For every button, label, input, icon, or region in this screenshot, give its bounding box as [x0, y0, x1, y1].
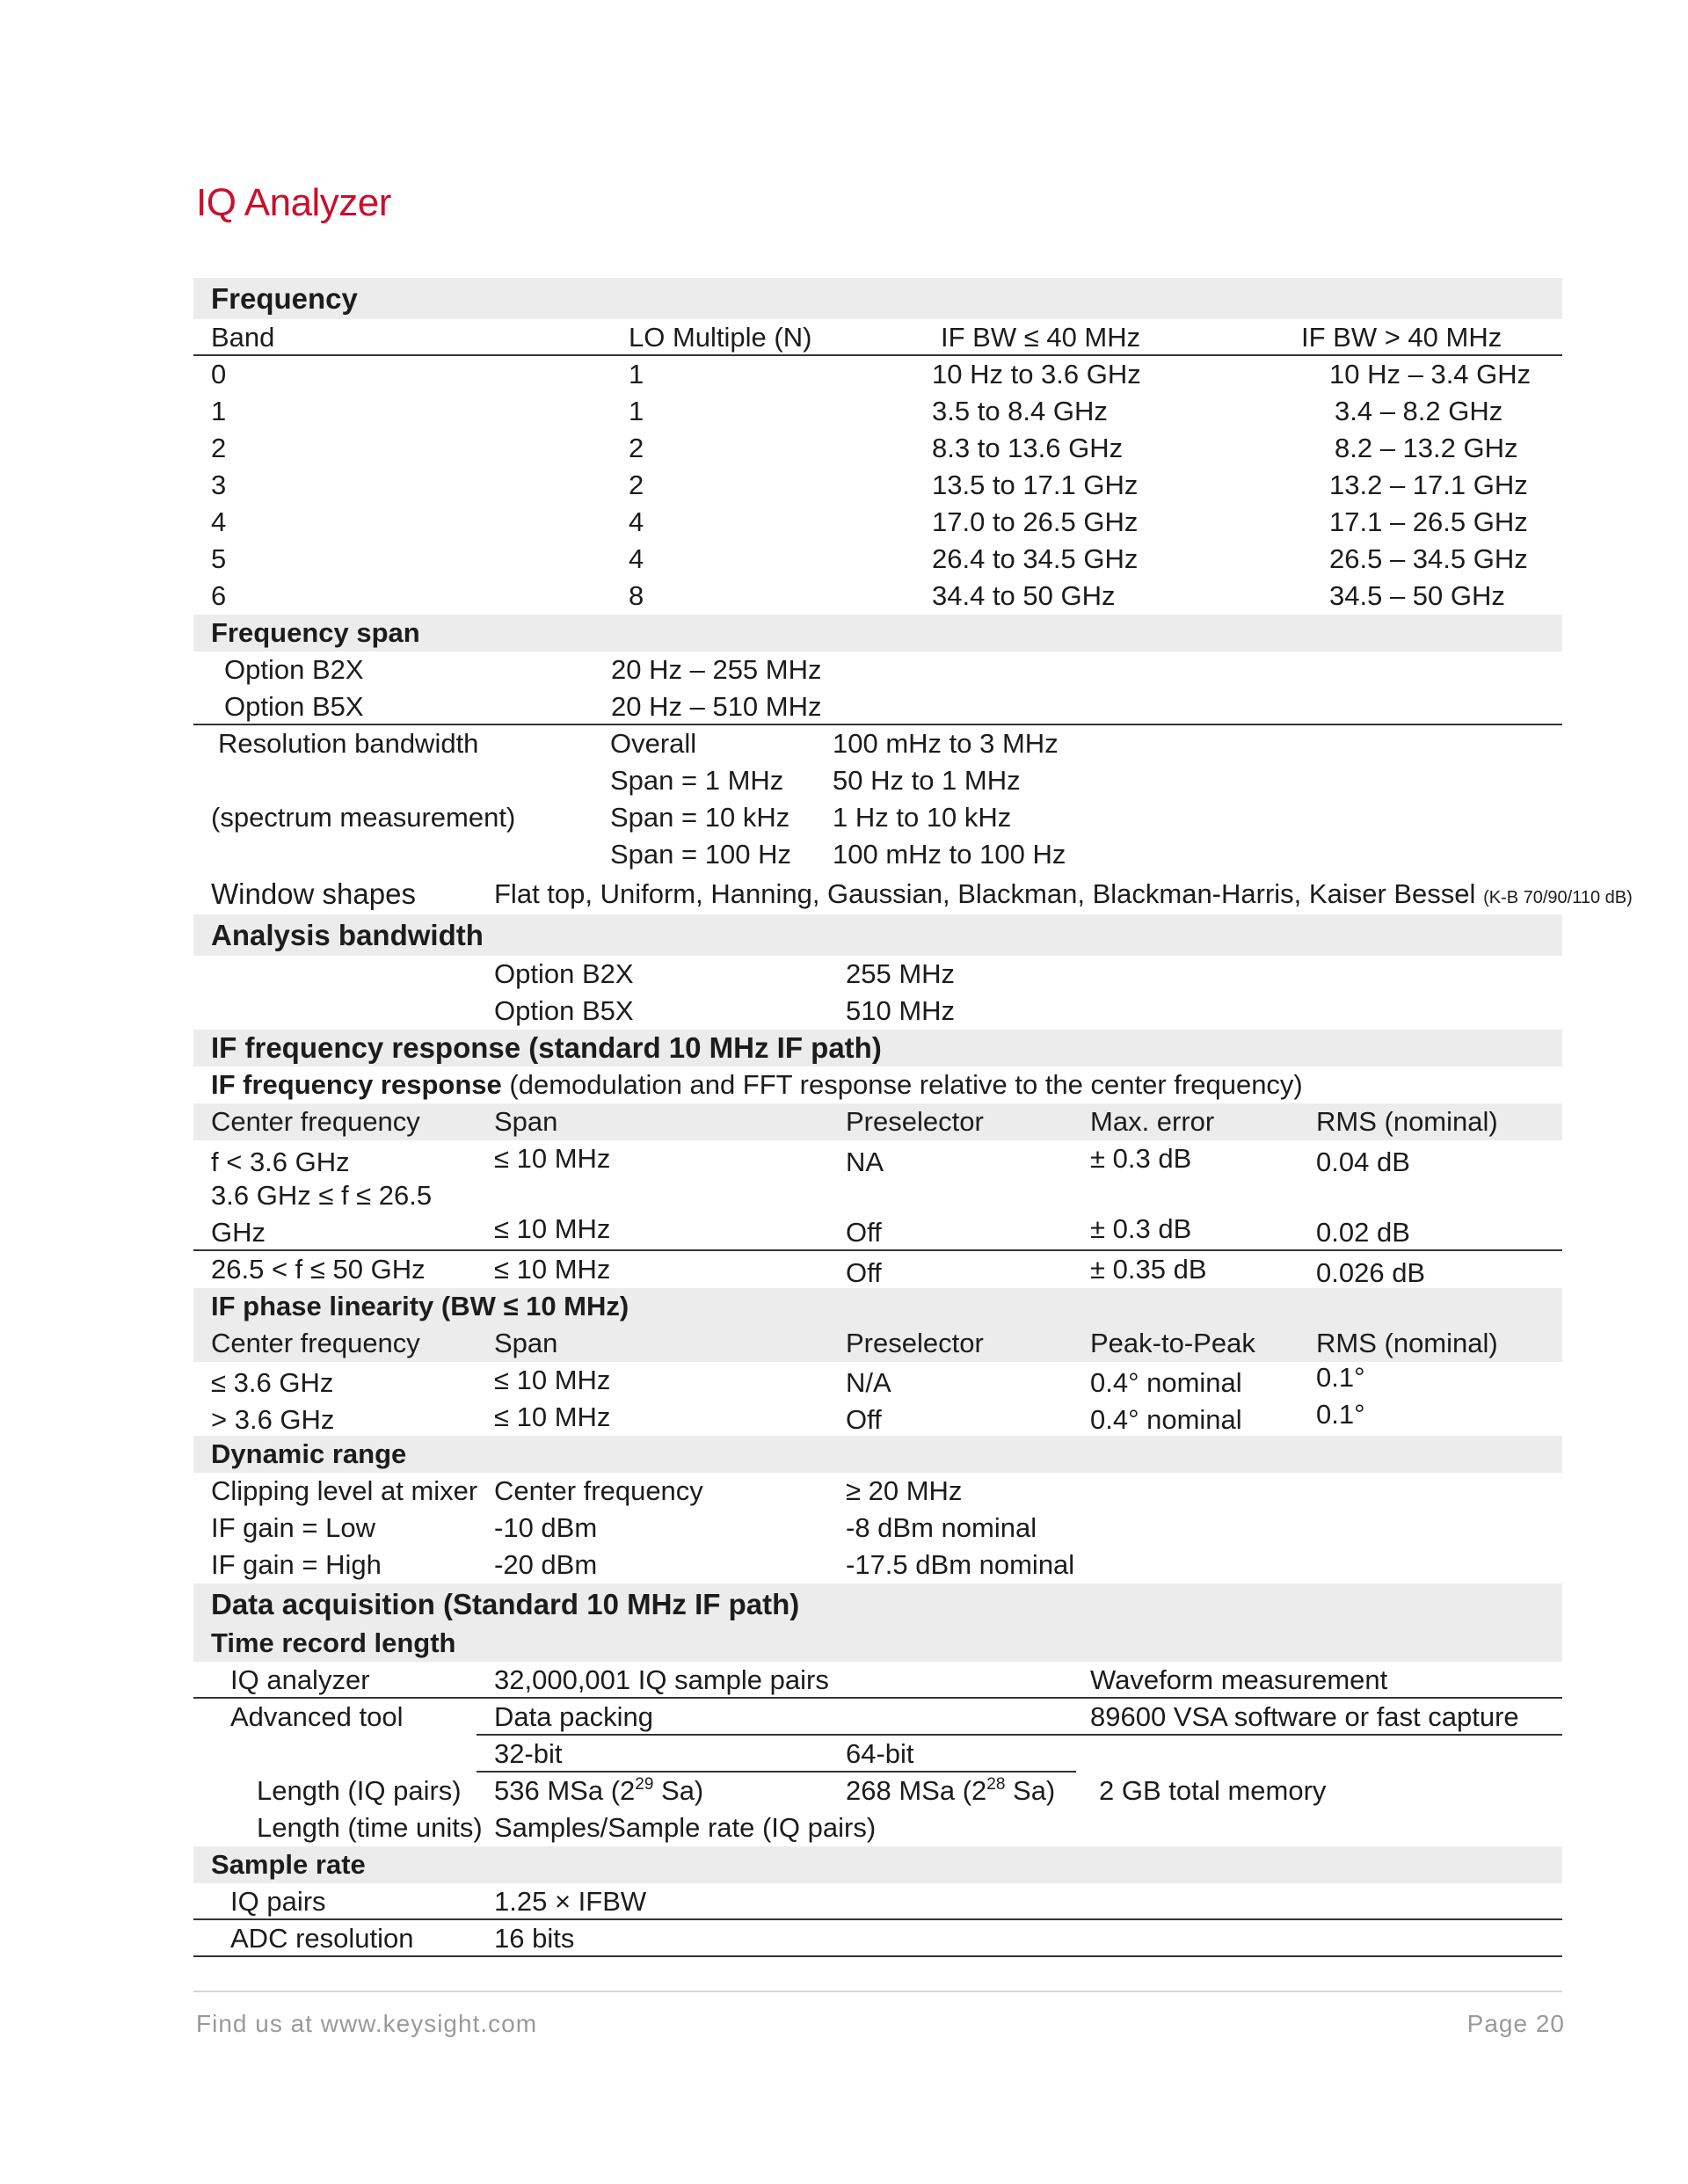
- range-cell: 26.4 to 34.5 GHz: [932, 543, 1139, 574]
- rbw-value: 1 Hz to 10 kHz: [833, 802, 1012, 833]
- cell: -20 dBm: [494, 1549, 598, 1580]
- cell: -10 dBm: [494, 1512, 598, 1543]
- cell: ≤ 10 MHz: [494, 1143, 611, 1174]
- cell: 32-bit: [494, 1738, 563, 1769]
- table-row: [193, 504, 1562, 541]
- col-header: RMS (nominal): [1316, 1328, 1498, 1358]
- section-heading: Analysis bandwidth: [211, 919, 484, 951]
- cell: ≤ 3.6 GHz: [211, 1367, 334, 1398]
- table-row: [193, 356, 1562, 393]
- cell: 32,000,001 IQ sample pairs: [494, 1664, 829, 1695]
- col-header: LO Multiple (N): [629, 322, 812, 353]
- cell: [494, 1773, 703, 1809]
- band-cell: 5: [211, 543, 227, 574]
- rbw-condition: Span = 100 Hz: [610, 839, 791, 870]
- rbw-value: 100 mHz to 3 MHz: [833, 728, 1059, 759]
- section-if-frequency-response: [193, 1030, 1562, 1067]
- band-cell: 4: [211, 506, 227, 537]
- col-header: IF BW ≤ 40 MHz: [941, 322, 1141, 353]
- cell: IQ pairs: [230, 1886, 326, 1917]
- cell: ADC resolution: [230, 1923, 414, 1954]
- subheading: [211, 1067, 1303, 1103]
- cell: 0.026 dB: [1316, 1257, 1426, 1288]
- cell: NA: [846, 1147, 884, 1177]
- cell: ± 0.3 dB: [1090, 1143, 1192, 1174]
- window-value: Flat top, Uniform, Hanning, Gaussian, Blackman, Blackman-Harris, Kaiser Bessel: [494, 878, 1476, 909]
- range-cell: 3.4 – 8.2 GHz: [1335, 396, 1503, 426]
- cell: 16 bits: [494, 1923, 575, 1954]
- option-label: Option B5X: [224, 691, 364, 722]
- section-heading: IF frequency response (standard 10 MHz IF path): [211, 1031, 882, 1064]
- band-cell: 6: [211, 580, 227, 611]
- cell: Length (time units): [257, 1812, 483, 1843]
- cell: 1.25 × IFBW: [494, 1886, 647, 1917]
- window-label: Window shapes: [211, 877, 416, 910]
- section-time-record-length: [193, 1625, 1562, 1662]
- range-cell: 3.5 to 8.4 GHz: [932, 396, 1108, 426]
- section-dynamic-range: [193, 1436, 1562, 1473]
- span-value: 20 Hz – 510 MHz: [611, 691, 822, 722]
- cell: 64-bit: [846, 1738, 914, 1769]
- col-header: Max. error: [1090, 1106, 1215, 1137]
- table-row: [193, 1067, 1562, 1103]
- cell: Data packing: [494, 1701, 653, 1732]
- option-label: Option B5X: [494, 995, 634, 1026]
- cell: Advanced tool: [230, 1701, 404, 1732]
- cell: f < 3.6 GHz: [211, 1147, 350, 1177]
- cell-text: Sa): [653, 1775, 704, 1806]
- col-header: Band: [211, 322, 275, 353]
- section-heading: Time record length: [211, 1627, 456, 1658]
- cell: ≥ 20 MHz: [846, 1475, 963, 1506]
- cell: ± 0.35 dB: [1090, 1254, 1207, 1285]
- range-cell: 8.3 to 13.6 GHz: [932, 433, 1124, 463]
- exponent: 29: [635, 1775, 654, 1794]
- section-sample-rate: [193, 1846, 1562, 1883]
- band-cell: 1: [211, 396, 227, 426]
- lo-cell: 4: [629, 506, 644, 537]
- window-value-wrap: [494, 873, 1633, 919]
- range-cell: 8.2 – 13.2 GHz: [1335, 433, 1518, 463]
- table-row: [193, 1736, 1562, 1773]
- table-row: [193, 430, 1562, 467]
- table-row: [193, 725, 1562, 762]
- cell: ≤ 10 MHz: [494, 1401, 611, 1432]
- table-row: [193, 467, 1562, 504]
- cell: IQ analyzer: [230, 1664, 370, 1695]
- cell: IF gain = Low: [211, 1512, 375, 1543]
- cell: 89600 VSA software or fast capture: [1090, 1701, 1519, 1732]
- table-row: [193, 836, 1562, 873]
- cell: Off: [846, 1404, 882, 1435]
- band-cell: 2: [211, 433, 227, 463]
- range-cell: 10 Hz – 3.4 GHz: [1329, 359, 1532, 389]
- range-cell: 13.2 – 17.1 GHz: [1329, 470, 1528, 500]
- section-heading: Sample rate: [211, 1849, 366, 1880]
- cell: Samples/Sample rate (IQ pairs): [494, 1812, 877, 1843]
- table-row: [193, 1662, 1562, 1699]
- table-row: [193, 1177, 1562, 1214]
- cell: Waveform measurement: [1090, 1664, 1388, 1695]
- lo-cell: 1: [629, 396, 644, 426]
- cell: GHz: [211, 1217, 266, 1248]
- range-cell: 34.5 – 50 GHz: [1329, 580, 1505, 611]
- rbw-value: 50 Hz to 1 MHz: [833, 765, 1021, 796]
- footer-rule: [193, 1991, 1562, 1992]
- table-row: [193, 956, 1562, 993]
- section-heading: Dynamic range: [211, 1438, 407, 1469]
- table-header-row: [193, 1325, 1562, 1362]
- cell: 2 GB total memory: [1099, 1775, 1327, 1806]
- table-row: [193, 393, 1562, 430]
- table-row: [193, 1920, 1562, 1957]
- range-cell: 26.5 – 34.5 GHz: [1329, 543, 1528, 574]
- table-row: [193, 1809, 1562, 1846]
- table-row: [193, 1251, 1562, 1288]
- section-frequency-span: [193, 615, 1562, 652]
- option-label: Option B2X: [494, 958, 634, 989]
- table-row: [193, 762, 1562, 799]
- cell: Off: [846, 1217, 882, 1248]
- col-header: Peak-to-Peak: [1090, 1328, 1255, 1358]
- rbw-value: 100 mHz to 100 Hz: [833, 839, 1066, 870]
- table-row: [193, 1214, 1562, 1251]
- table-row: [193, 541, 1562, 578]
- cell-text: Sa): [1005, 1775, 1056, 1806]
- col-header: RMS (nominal): [1316, 1106, 1498, 1137]
- bw-value: 510 MHz: [846, 995, 956, 1026]
- section-heading: Data acquisition (Standard 10 MHz IF path): [211, 1588, 800, 1620]
- col-header: Preselector: [846, 1328, 984, 1358]
- table-row: [193, 688, 1562, 725]
- col-header: Center frequency: [211, 1106, 420, 1137]
- span-value: 20 Hz – 255 MHz: [611, 654, 822, 685]
- window-note: (K-B 70/90/110 dB): [1483, 888, 1633, 907]
- page-title: IQ Analyzer: [196, 181, 391, 224]
- col-header: Span: [494, 1328, 558, 1358]
- cell: ± 0.3 dB: [1090, 1213, 1192, 1244]
- table-row: [193, 578, 1562, 615]
- band-cell: 0: [211, 359, 227, 389]
- range-cell: 13.5 to 17.1 GHz: [932, 470, 1139, 500]
- col-header: IF BW > 40 MHz: [1301, 322, 1502, 353]
- col-header: Center frequency: [211, 1328, 420, 1358]
- table-row: [193, 1699, 1562, 1736]
- range-cell: 34.4 to 50 GHz: [932, 580, 1116, 611]
- cell: Center frequency: [494, 1475, 703, 1506]
- cell: ≤ 10 MHz: [494, 1254, 611, 1285]
- table-header-row: [193, 1103, 1562, 1140]
- cell: 0.04 dB: [1316, 1147, 1410, 1177]
- cell: 0.4° nominal: [1090, 1367, 1242, 1398]
- section-if-phase-linearity: [193, 1288, 1562, 1325]
- range-cell: 10 Hz to 3.6 GHz: [932, 359, 1141, 389]
- cell: 0.1°: [1316, 1362, 1365, 1393]
- cell: Length (IQ pairs): [257, 1775, 462, 1806]
- section-heading: IF phase linearity (BW ≤ 10 MHz): [211, 1291, 629, 1321]
- table-row: [193, 873, 1633, 914]
- spec-sheet: [193, 278, 1633, 1957]
- footer: [196, 2010, 1565, 2045]
- table-row: [193, 1473, 1562, 1510]
- bw-value: 255 MHz: [846, 958, 956, 989]
- table-row: [193, 1362, 1562, 1399]
- lo-cell: 2: [629, 470, 644, 500]
- cell-text: 268 MSa (2: [846, 1775, 987, 1806]
- section-data-acquisition: [193, 1583, 1562, 1625]
- col-header: Span: [494, 1106, 558, 1137]
- lo-cell: 8: [629, 580, 644, 611]
- range-cell: 17.1 – 26.5 GHz: [1329, 506, 1528, 537]
- section-heading: Frequency span: [211, 617, 420, 648]
- cell: 0.4° nominal: [1090, 1404, 1242, 1435]
- frequency-header-row: [193, 319, 1562, 356]
- table-row: [193, 1510, 1562, 1547]
- section-heading: Frequency: [211, 282, 358, 315]
- cell: ≤ 10 MHz: [494, 1213, 611, 1244]
- table-row: [193, 1140, 1562, 1177]
- footer-link[interactable]: Find us at www.keysight.com: [196, 2010, 538, 2037]
- cell: IF gain = High: [211, 1549, 382, 1580]
- lo-cell: 1: [629, 359, 644, 389]
- section-analysis-bandwidth: [193, 914, 1562, 956]
- rbw-condition: Span = 10 kHz: [610, 802, 790, 833]
- rbw-label: (spectrum measurement): [211, 802, 516, 833]
- cell: 26.5 < f ≤ 50 GHz: [211, 1254, 426, 1285]
- lo-cell: 2: [629, 433, 644, 463]
- band-cell: 3: [211, 470, 227, 500]
- cell: ≤ 10 MHz: [494, 1365, 611, 1395]
- section-frequency: [193, 278, 1562, 319]
- subheading-text: (demodulation and FFT response relative to the center frequency): [501, 1069, 1303, 1100]
- col-header: Preselector: [846, 1106, 984, 1137]
- cell: 0.02 dB: [1316, 1217, 1410, 1248]
- cell: Off: [846, 1257, 882, 1288]
- table-row: [193, 799, 1562, 836]
- exponent: 28: [986, 1775, 1006, 1794]
- cell: Clipping level at mixer: [211, 1475, 478, 1506]
- page-number: Page 20: [1466, 2010, 1565, 2037]
- table-row: [193, 1547, 1562, 1583]
- lo-cell: 4: [629, 543, 644, 574]
- cell: -8 dBm nominal: [846, 1512, 1037, 1543]
- table-row: [193, 993, 1562, 1030]
- subheading-bold: IF frequency response: [211, 1069, 502, 1100]
- table-row: [193, 1883, 1562, 1920]
- cell: -17.5 dBm nominal: [846, 1549, 1075, 1580]
- table-row: [193, 1773, 1562, 1809]
- range-cell: 17.0 to 26.5 GHz: [932, 506, 1139, 537]
- table-row: [193, 1399, 1562, 1436]
- option-label: Option B2X: [224, 654, 364, 685]
- rbw-condition: Overall: [610, 728, 697, 759]
- cell: > 3.6 GHz: [211, 1404, 335, 1435]
- cell: 3.6 GHz ≤ f ≤ 26.5: [211, 1180, 433, 1211]
- cell: N/A: [846, 1367, 891, 1398]
- cell-text: 536 MSa (2: [494, 1775, 636, 1806]
- rbw-condition: Span = 1 MHz: [610, 765, 784, 796]
- cell: 0.1°: [1316, 1399, 1365, 1430]
- cell: [846, 1773, 1055, 1809]
- table-row: [193, 652, 1562, 688]
- rbw-label: Resolution bandwidth: [218, 728, 479, 759]
